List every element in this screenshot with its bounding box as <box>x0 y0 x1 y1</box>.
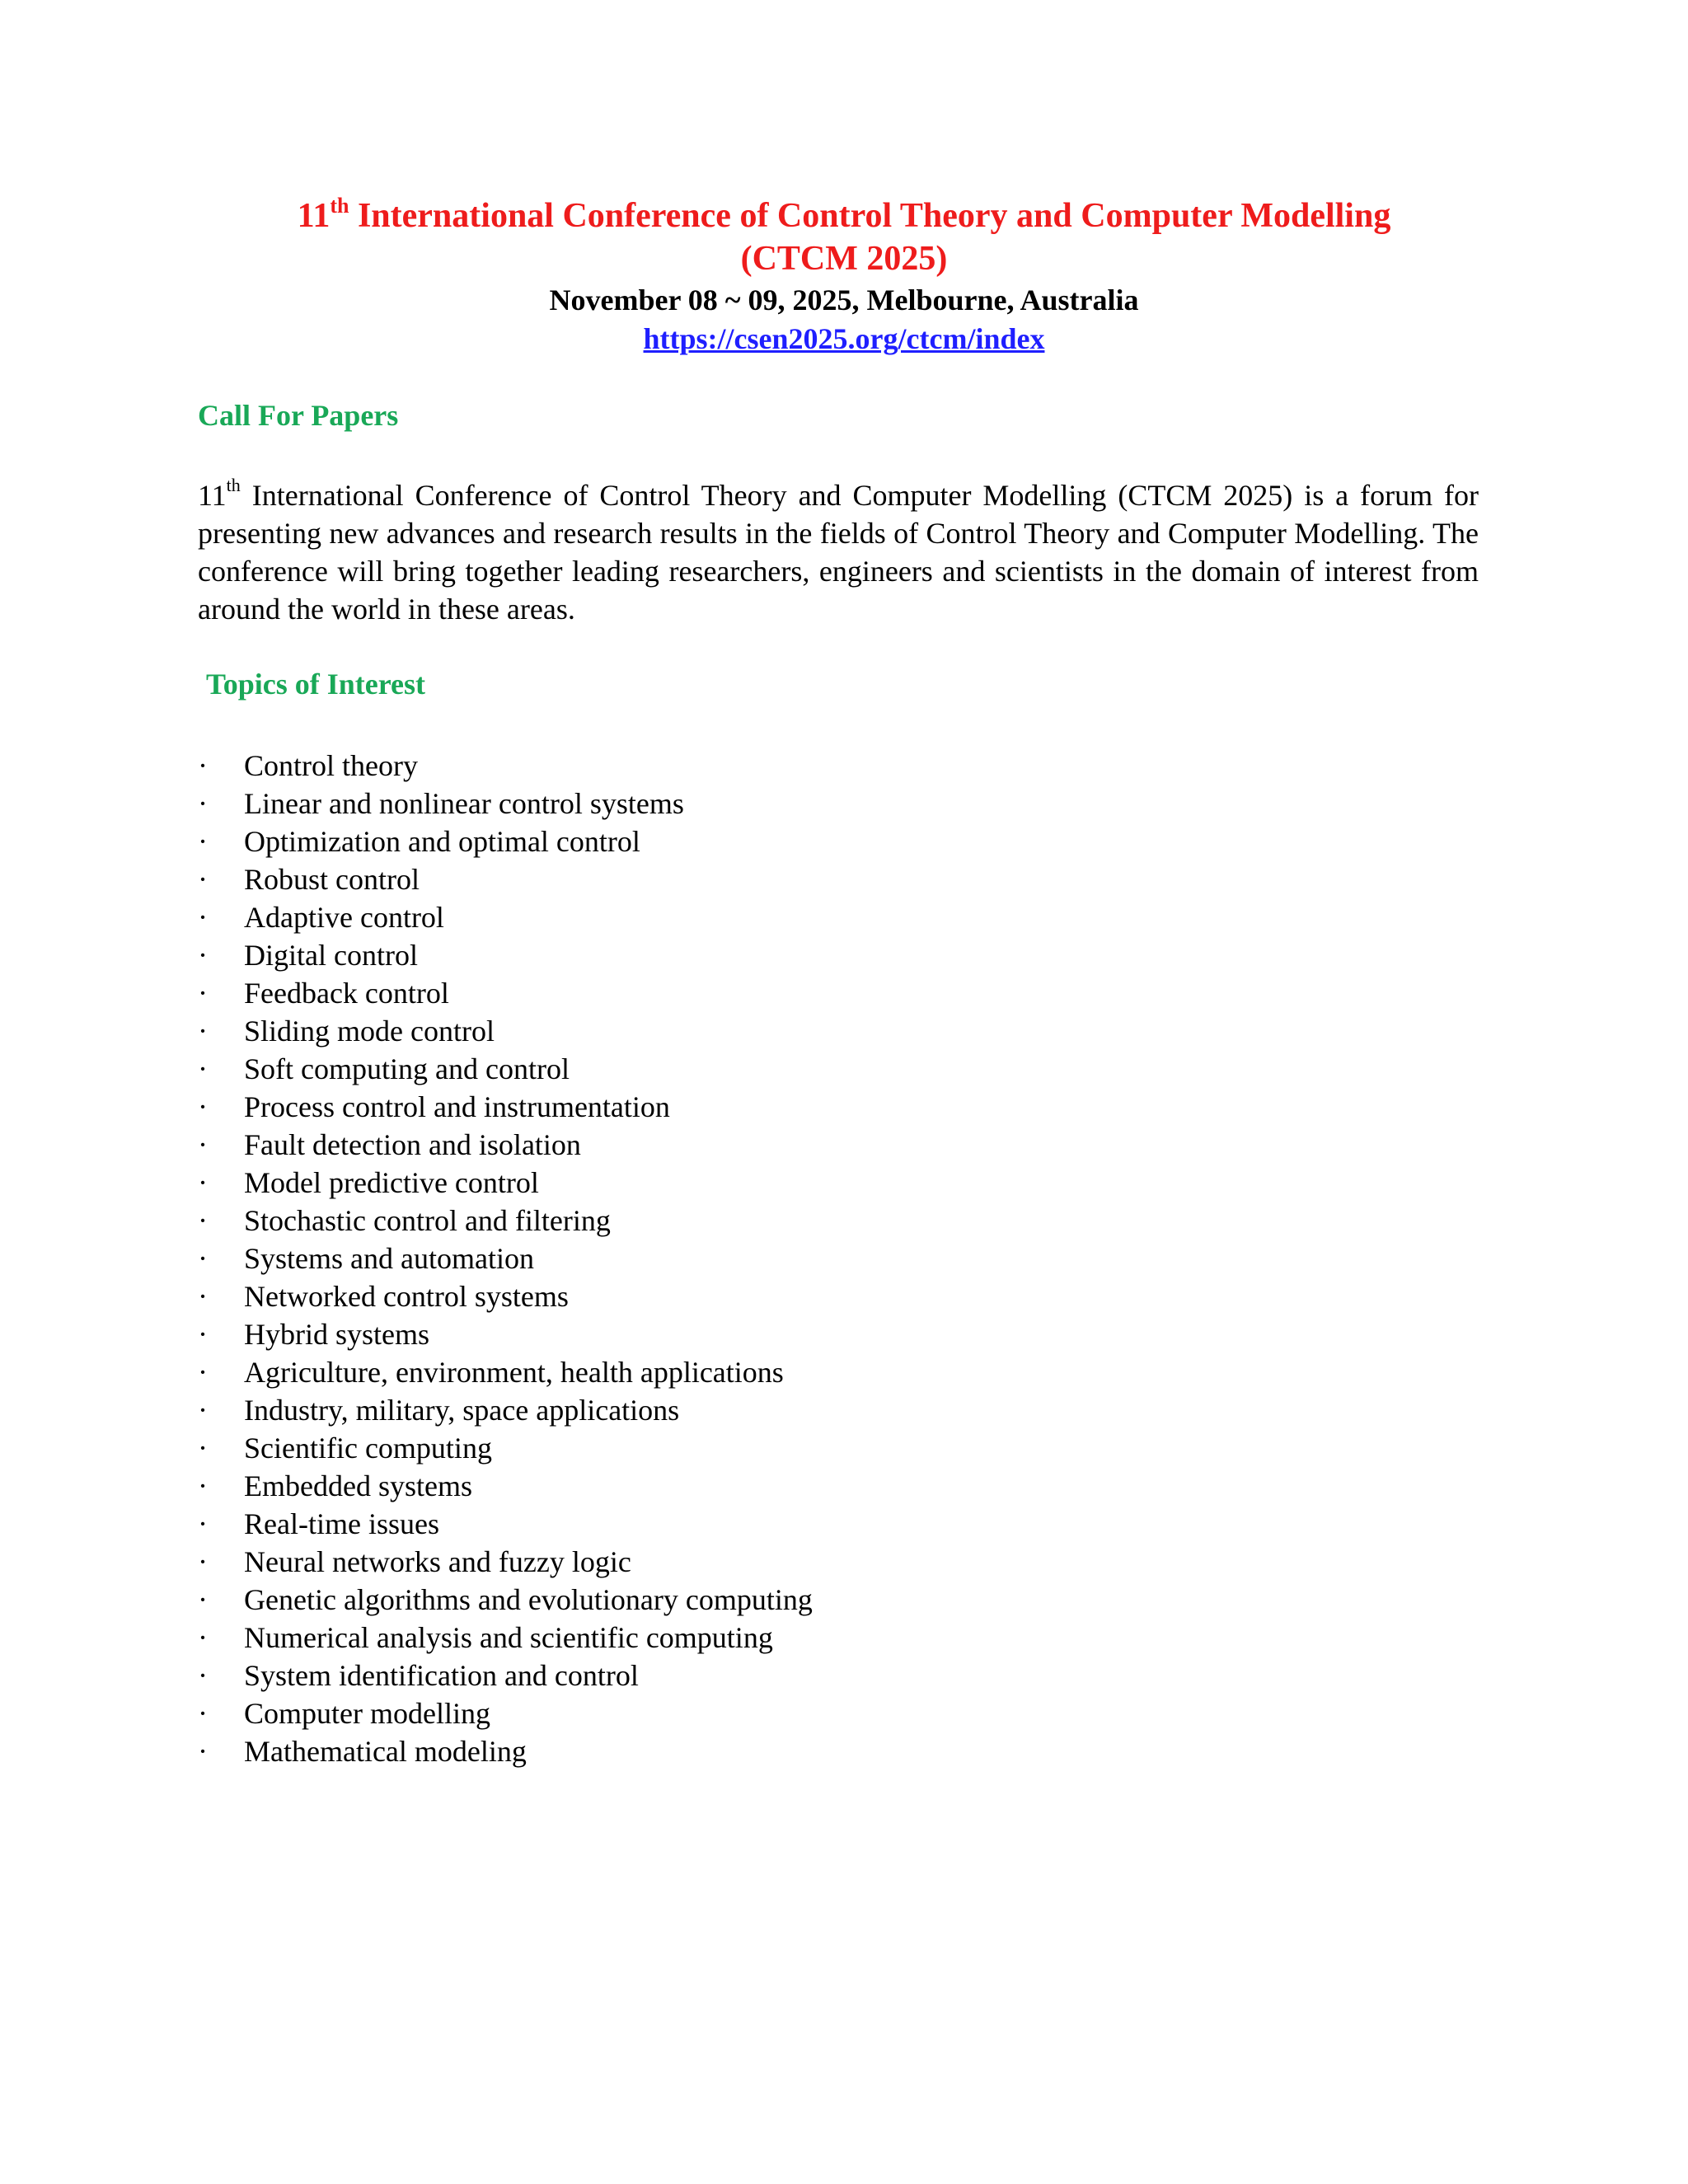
bullet-icon: · <box>198 1128 208 1161</box>
title-ordinal-suffix: th <box>330 194 349 218</box>
bullet-icon: · <box>198 1432 208 1465</box>
bullet-icon: · <box>198 787 208 820</box>
intro-paragraph <box>198 476 1479 628</box>
bullet-icon: · <box>198 1318 208 1351</box>
topic-label: Adaptive control <box>244 901 444 934</box>
bullet-icon: · <box>198 1204 208 1237</box>
conference-acronym: (CTCM 2025) <box>740 240 948 278</box>
topic-label: Scientific computing <box>244 1432 492 1465</box>
conference-url-link[interactable]: https://csen2025.org/ctcm/index <box>643 322 1045 355</box>
bullet-icon: · <box>198 749 208 782</box>
topic-label: Real-time issues <box>244 1507 439 1540</box>
bullet-icon: · <box>198 1659 208 1692</box>
bullet-icon: · <box>198 1052 208 1085</box>
bullet-icon: · <box>198 1015 208 1047</box>
bullet-icon: · <box>198 1469 208 1502</box>
bullet-icon: · <box>198 1242 208 1275</box>
intro-text: International Conference of Control Theory and Computer Modelling (CTCM 2025) is a forum for presenting new advances and research results in the fields of Control Theory and Computer Modelling. The conference will bring together leading researchers, engineers and scientists in the domain of interest from around the world in these areas. <box>198 479 1479 626</box>
topic-label: Robust control <box>244 863 420 896</box>
bullet-icon: · <box>198 1697 208 1730</box>
topic-label: Numerical analysis and scientific computing <box>244 1621 773 1654</box>
intro-ordinal-suffix: th <box>226 475 241 495</box>
topic-label: Control theory <box>244 749 418 782</box>
topic-label: Genetic algorithms and evolutionary computing <box>244 1583 813 1616</box>
topic-label: Networked control systems <box>244 1280 569 1313</box>
topic-label: Digital control <box>244 939 418 972</box>
topic-label: Systems and automation <box>244 1242 534 1275</box>
topic-label: Process control and instrumentation <box>244 1090 670 1123</box>
topic-label: Computer modelling <box>244 1697 490 1730</box>
bullet-icon: · <box>198 825 208 858</box>
topic-label: Neural networks and fuzzy logic <box>244 1545 631 1578</box>
bullet-icon: · <box>198 977 208 1010</box>
bullet-icon: · <box>198 1621 208 1654</box>
bullet-icon: · <box>198 1166 208 1199</box>
topic-label: Feedback control <box>244 977 449 1010</box>
topic-label: Hybrid systems <box>244 1318 429 1351</box>
title-ordinal: 11 <box>297 197 331 235</box>
bullet-icon: · <box>198 1090 208 1123</box>
topic-label: Embedded systems <box>244 1469 472 1502</box>
bullet-icon: · <box>198 1507 208 1540</box>
topic-label: System identification and control <box>244 1659 639 1692</box>
topic-label: Optimization and optimal control <box>244 825 640 858</box>
call-for-papers-heading: Call For Papers <box>198 399 399 432</box>
intro-ordinal: 11 <box>198 479 227 512</box>
bullet-icon: · <box>198 1545 208 1578</box>
title-main: International Conference of Control Theory and Computer Modelling <box>349 197 1391 235</box>
bullet-icon: · <box>198 939 208 972</box>
bullet-icon: · <box>198 1583 208 1616</box>
title-block <box>0 194 1688 358</box>
bullet-icon: · <box>198 1280 208 1313</box>
bullet-icon: · <box>198 901 208 934</box>
bullet-icon: · <box>198 1735 208 1768</box>
topics-heading: Topics of Interest <box>206 668 426 701</box>
topic-label: Fault detection and isolation <box>244 1128 581 1161</box>
topic-label: Sliding mode control <box>244 1015 495 1047</box>
bullet-icon: · <box>198 1394 208 1427</box>
topic-label: Soft computing and control <box>244 1052 570 1085</box>
topic-label: Stochastic control and filtering <box>244 1204 611 1237</box>
bullet-icon: · <box>198 863 208 896</box>
topic-label: Mathematical modeling <box>244 1735 527 1768</box>
topic-label: Model predictive control <box>244 1166 539 1199</box>
topic-label: Linear and nonlinear control systems <box>244 787 684 820</box>
topic-label: Agriculture, environment, health applications <box>244 1356 784 1389</box>
topic-label: Industry, military, space applications <box>244 1394 680 1427</box>
date-location: November 08 ~ 09, 2025, Melbourne, Australia <box>549 284 1139 316</box>
bullet-icon: · <box>198 1356 208 1389</box>
conference-title <box>0 194 1688 237</box>
